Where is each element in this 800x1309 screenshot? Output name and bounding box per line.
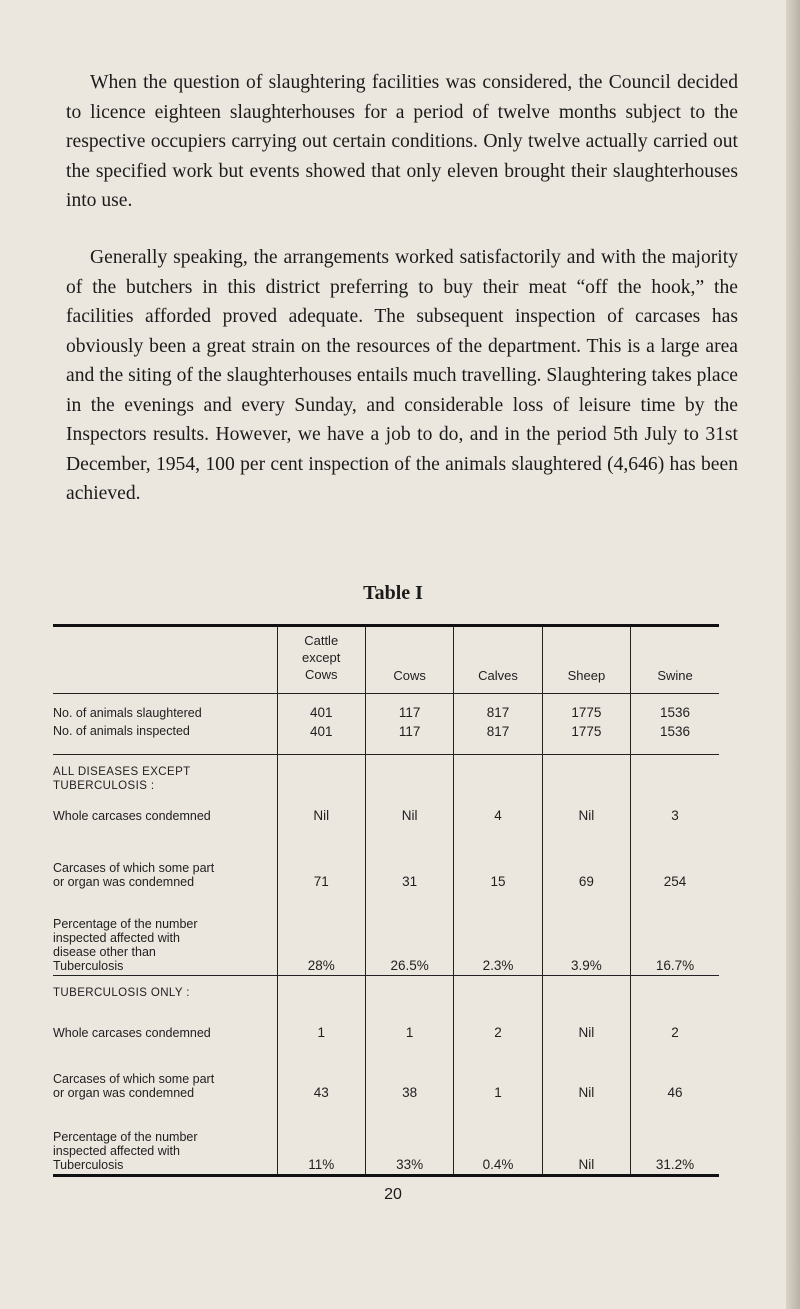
table-row — [53, 823, 719, 889]
cell: 817 — [454, 720, 542, 754]
cell: 28% — [277, 889, 365, 976]
cell: 1775 — [542, 720, 630, 754]
cell: 2 — [454, 1014, 542, 1040]
cell: 1536 — [631, 694, 719, 721]
section-heading: ALL DISEASES EXCEPT TUBERCULOSIS : — [53, 754, 277, 793]
cell: 4 — [454, 793, 542, 823]
cell: 0.4% — [454, 1100, 542, 1176]
cell: 254 — [631, 823, 719, 889]
inspection-table — [53, 624, 719, 1177]
section-heading: TUBERCULOSIS ONLY : — [53, 975, 277, 1014]
row-label: Carcases of which some part or organ was condemned — [53, 1071, 215, 1100]
cell: 401 — [277, 720, 365, 754]
cell: Nil — [542, 793, 630, 823]
row-label: Percentage of the number inspected affected with Tuberculosis — [53, 1129, 198, 1172]
cell: Nil — [542, 1100, 630, 1176]
cell: 1775 — [542, 694, 630, 721]
cell: 3 — [631, 793, 719, 823]
row-label: Whole carcases condemned — [53, 808, 211, 823]
cell: 1 — [365, 1014, 453, 1040]
cell: 3.9% — [542, 889, 630, 976]
paragraph-slaughtering-facilities: When the question of slaughtering facilities was considered, the Council decided to licence eighteen slaughterhouses for a period of twelve months subject to the respective occupiers carrying out certain conditions. Only twelve actually carried out the specified work but events showed that only eleven brought their slaughterhouses into use. — [66, 72, 738, 211]
table-row — [53, 694, 719, 721]
table-row — [53, 1040, 719, 1100]
cell: 1 — [277, 1014, 365, 1040]
cell: 38 — [365, 1040, 453, 1100]
header-calves: Calves — [454, 626, 542, 694]
header-sheep: Sheep — [542, 626, 630, 694]
cell: 46 — [631, 1040, 719, 1100]
cell: 401 — [277, 694, 365, 721]
cell: 31 — [365, 823, 453, 889]
cell: 1 — [454, 1040, 542, 1100]
row-label: Whole carcases condemned — [53, 1025, 211, 1040]
cell: 43 — [277, 1040, 365, 1100]
cell: 117 — [365, 720, 453, 754]
row-label: No. of animals slaughtered — [53, 694, 277, 721]
cell: 2 — [631, 1014, 719, 1040]
cell: 1536 — [631, 720, 719, 754]
section-heading-row — [53, 975, 719, 1014]
cell: 2.3% — [454, 889, 542, 976]
cell: 71 — [277, 823, 365, 889]
cell: 15 — [454, 823, 542, 889]
cell: 817 — [454, 694, 542, 721]
cell: Nil — [277, 793, 365, 823]
table-row — [53, 793, 719, 823]
cell: Nil — [542, 1014, 630, 1040]
cell: 31.2% — [631, 1100, 719, 1176]
table-row — [53, 1014, 719, 1040]
row-label: Carcases of which some part or organ was condemned — [53, 860, 215, 889]
table-row — [53, 889, 719, 976]
table-title: Table I — [363, 582, 423, 604]
table-row — [53, 720, 719, 754]
section-heading-row — [53, 754, 719, 793]
cell: 26.5% — [365, 889, 453, 976]
cell: 117 — [365, 694, 453, 721]
table-row — [53, 1100, 719, 1176]
table-header-row — [53, 626, 719, 694]
header-blank — [53, 626, 277, 694]
row-label: No. of animals inspected — [53, 724, 190, 738]
header-cattle: Cattle except Cows — [277, 626, 365, 694]
row-label: Percentage of the number inspected affected with disease other than Tuberculosis — [53, 916, 198, 973]
header-cows: Cows — [365, 626, 453, 694]
cell: 11% — [277, 1100, 365, 1176]
page-edge-shadow — [786, 0, 800, 1309]
page-number: 20 — [384, 1186, 402, 1203]
cell: 69 — [542, 823, 630, 889]
cell: Nil — [542, 1040, 630, 1100]
cell: 16.7% — [631, 889, 719, 976]
paragraph-arrangements: Generally speaking, the arrangements worked satisfactorily and with the majority of the butchers in this district preferring to buy their meat “off the hook,” the facilities afforded proved adequate. The subsequent inspection of carcases has obviously been a great strain on the resources of the department. This is a large area and the siting of the slaughterhouses entails much travelling. Slaughtering takes place in the evenings and every Sunday, and considerable loss of leisure time by the Inspectors results. However, we have a job to do, and in the period 5th July to 31st December, 1954, 100 per cent inspection of the animals slaughtered (4,646) has been achieved. — [66, 247, 738, 504]
cell: 33% — [365, 1100, 453, 1176]
cell: Nil — [365, 793, 453, 823]
header-swine: Swine — [631, 626, 719, 694]
